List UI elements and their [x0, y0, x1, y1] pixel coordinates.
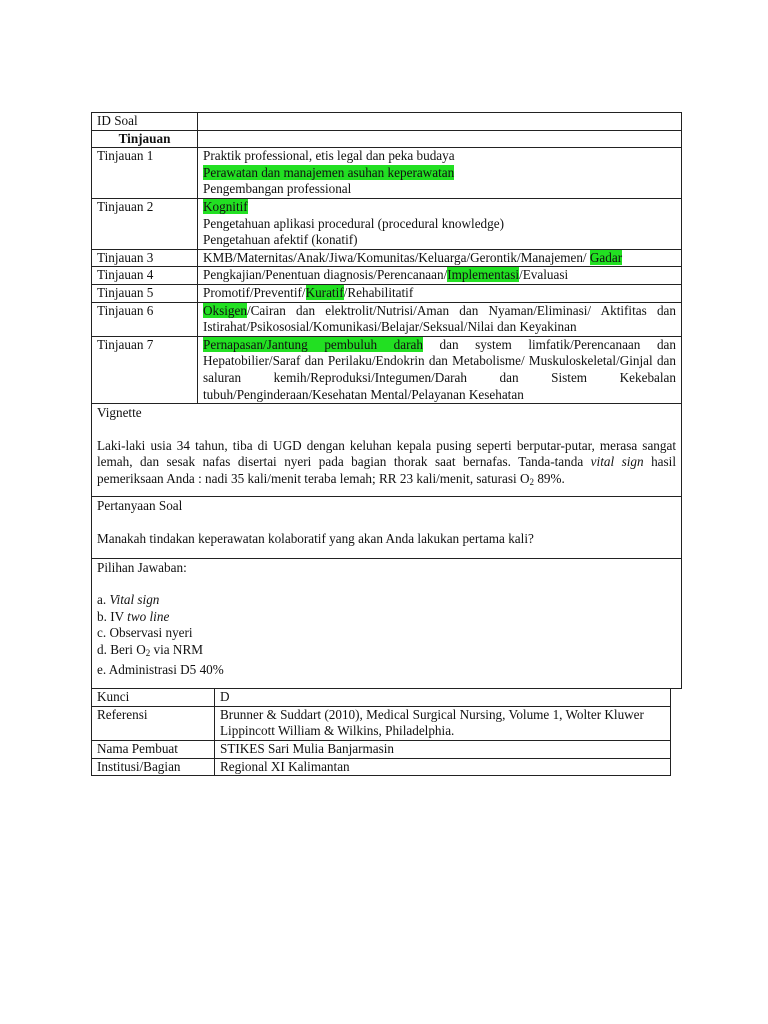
institusi-value: Regional XI Kalimantan: [215, 758, 671, 776]
tinjauan-4-highlight: Implementasi: [447, 267, 520, 283]
vignette-o2-sub: 2: [529, 476, 535, 487]
tinjauan-7-row: [92, 336, 682, 403]
tinjauan-2-row: [92, 198, 682, 249]
tinjauan-5-label: Tinjauan 5: [92, 284, 198, 302]
question-text: Manakah tindakan keperawatan kolaboratif yang akan Anda lakukan pertama kali?: [97, 531, 534, 547]
answer-d-pre: d. Beri O: [97, 642, 146, 658]
tinjauan-1-highlight: Perawatan dan manajemen asuhan keperawatan: [203, 164, 455, 180]
vignette-vital-sign: vital sign: [590, 454, 644, 470]
tinjauan-7-value: [198, 336, 682, 403]
tinjauan-6-highlight: Oksigen: [203, 302, 247, 318]
vignette-cell: [92, 404, 682, 497]
tinjauan-3-value: [198, 249, 682, 267]
vignette-text: [97, 438, 676, 491]
tinjauan-4-value: [198, 267, 682, 285]
pembuat-value: STIKES Sari Mulia Banjarmasin: [215, 741, 671, 759]
answer-a-text: Vital sign: [109, 592, 160, 608]
tinjauan-2-highlight: Kognitif: [203, 198, 248, 214]
tinjauan-6-row: [92, 302, 682, 336]
tinjauan-title: Tinjauan: [92, 130, 198, 148]
tinjauan-2-line3: Pengetahuan afektif (konatif): [203, 232, 358, 248]
tinjauan-2-line2: Pengetahuan aplikasi procedural (procedural knowledge): [203, 215, 504, 231]
kunci-row: [92, 689, 671, 707]
answers-cell: [92, 558, 682, 689]
referensi-row: [92, 706, 671, 740]
pembuat-label: Nama Pembuat: [92, 741, 215, 759]
answer-d: [97, 642, 676, 662]
tinjauan-header-row: [92, 130, 682, 148]
question-sheet: [91, 112, 676, 776]
tinjauan-1-line1: Praktik professional, etis legal dan peka budaya: [203, 148, 455, 164]
tinjauan-table: [91, 112, 682, 689]
id-row: [92, 113, 682, 131]
vignette-label: Vignette: [97, 405, 142, 421]
tinjauan-7-post: dan system limfatik/Perencanaan dan Hepatobilier/Saraf dan Perilaku/Endokrin dan Metabolisme/ Muskuloskeletal/Ginjal dan saluran kemih/Reproduksi/Integumen/Darah dan Sistem Kekebalan tubuh/Penginderaan/Kesehatan Mental/Pelayanan Kesehatan: [203, 336, 676, 402]
answer-a: [97, 592, 676, 609]
answer-b-text: two line: [127, 608, 170, 624]
institusi-row: [92, 758, 671, 776]
tinjauan-3-text: KMB/Maternitas/Anak/Jiwa/Komunitas/Keluarga/Gerontik/Manajemen/: [203, 249, 590, 265]
answer-c: c. Observasi nyeri: [97, 625, 193, 641]
answer-d-post: via NRM: [150, 642, 203, 658]
tinjauan-6-label: Tinjauan 6: [92, 302, 198, 336]
id-value: [198, 113, 682, 131]
tinjauan-4-post: /Evaluasi: [519, 267, 569, 283]
answer-e: e. Administrasi D5 40%: [97, 661, 224, 677]
vignette-text-end: 89%.: [534, 470, 565, 486]
id-label: ID Soal: [92, 113, 198, 131]
tinjauan-2-label: Tinjauan 2: [92, 198, 198, 249]
tinjauan-3-highlight: Gadar: [589, 249, 623, 265]
tinjauan-2-value: [198, 198, 682, 249]
vignette-text-post: hasil pemeriksaan Anda : nadi 35 kali/menit teraba lemah; RR 23 kali/menit, saturasi O: [97, 454, 676, 486]
question-cell: [92, 497, 682, 558]
tinjauan-5-value: [198, 284, 682, 302]
answers-label: Pilihan Jawaban:: [97, 559, 187, 575]
answers-row: [92, 558, 682, 689]
kunci-value: D: [215, 689, 671, 707]
answer-b-prefix: b. IV: [97, 608, 128, 624]
tinjauan-1-row: [92, 148, 682, 199]
answer-a-prefix: a.: [97, 592, 110, 608]
tinjauan-7-highlight: Pernapasan/Jantung pembuluh darah: [203, 336, 423, 352]
referensi-value: Brunner & Suddart (2010), Medical Surgical Nursing, Volume 1, Wolter Kluwer Lippincott William & Wilkins, Philadelphia.: [215, 706, 671, 740]
tinjauan-header-empty: [198, 130, 682, 148]
question-row: [92, 497, 682, 558]
tinjauan-5-pre: Promotif/Preventif/: [203, 284, 306, 300]
tinjauan-3-label: Tinjauan 3: [92, 249, 198, 267]
tinjauan-3-row: [92, 249, 682, 267]
tinjauan-4-pre: Pengkajian/Penentuan diagnosis/Perencanaan/: [203, 267, 448, 283]
answer-d-sub: 2: [145, 648, 151, 659]
referensi-label: Referensi: [92, 706, 215, 740]
question-label: Pertanyaan Soal: [97, 498, 183, 514]
tinjauan-4-row: [92, 267, 682, 285]
tinjauan-6-post: /Cairan dan elektrolit/Nutrisi/Aman dan Nyaman/Eliminasi/ Aktifitas dan Istirahat/Psikososial/Komunikasi/Belajar/Seksual/Nilai dan Keyakinan: [203, 302, 676, 335]
vignette-row: [92, 404, 682, 497]
tinjauan-5-post: /Rehabilitatif: [343, 284, 414, 300]
kunci-label: Kunci: [92, 689, 215, 707]
vignette-text-pre: Laki-laki usia 34 tahun, tiba di UGD dengan keluhan kepala pusing seperti berputar-putar, merasa sangat lemah, dan sesak nafas disertai nyeri pada bagian thorak saat bernafas. Tanda-tanda: [97, 437, 676, 470]
footer-table: [91, 688, 671, 776]
answer-b: [97, 609, 676, 626]
pembuat-row: [92, 741, 671, 759]
tinjauan-5-highlight: Kuratif: [305, 284, 344, 300]
tinjauan-1-line3: Pengembangan professional: [203, 181, 352, 197]
tinjauan-4-label: Tinjauan 4: [92, 267, 198, 285]
tinjauan-5-row: [92, 284, 682, 302]
tinjauan-1-value: [198, 148, 682, 199]
tinjauan-6-value: [198, 302, 682, 336]
tinjauan-7-label: Tinjauan 7: [92, 336, 198, 403]
institusi-label: Institusi/Bagian: [92, 758, 215, 776]
tinjauan-1-label: Tinjauan 1: [92, 148, 198, 199]
